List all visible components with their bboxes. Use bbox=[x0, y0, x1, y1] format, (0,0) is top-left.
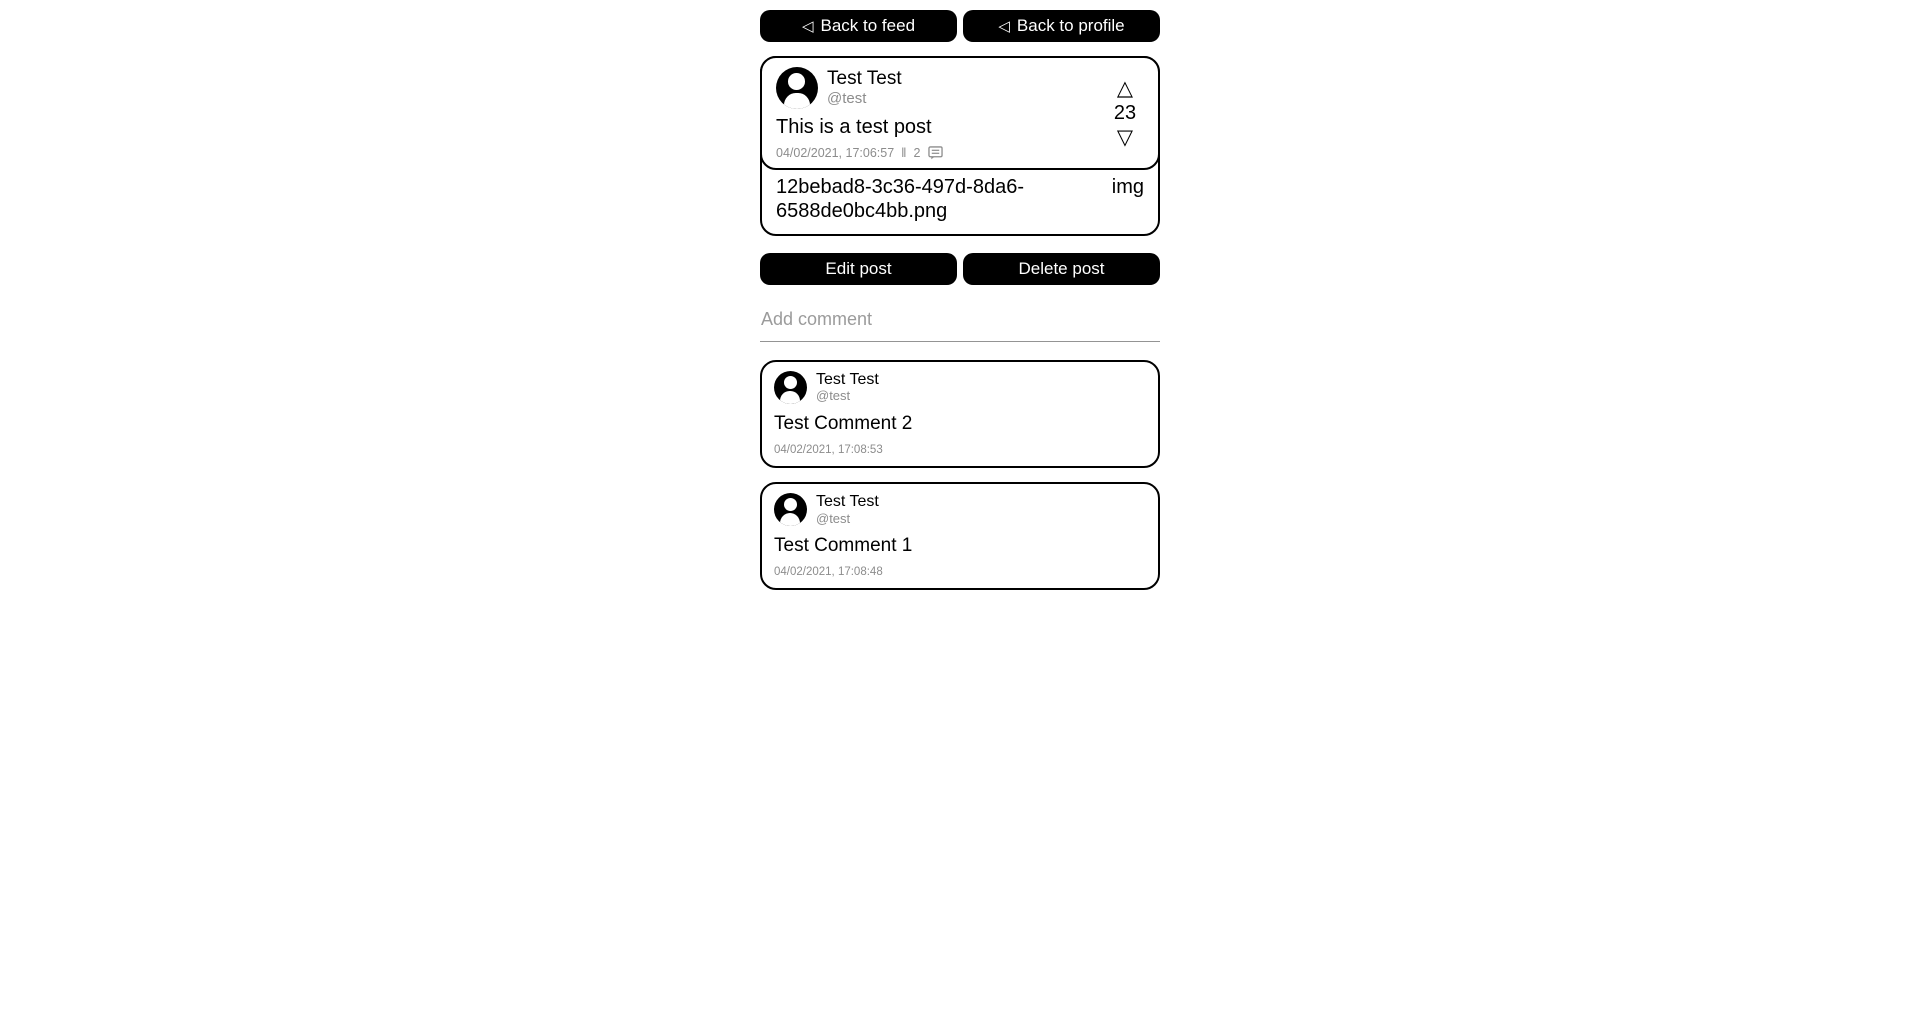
comment-author-handle: @test bbox=[816, 510, 851, 526]
post-action-buttons bbox=[760, 253, 1160, 285]
person-circle-icon bbox=[774, 493, 807, 526]
edit-post-button[interactable]: Edit post bbox=[760, 253, 957, 285]
delete-post-button[interactable]: Delete post bbox=[963, 253, 1160, 285]
comment-count: 2 bbox=[913, 145, 921, 160]
person-circle-icon bbox=[774, 371, 807, 404]
vote-column bbox=[1092, 58, 1158, 168]
post-container bbox=[760, 56, 1160, 236]
comment-text: Test Comment 2 bbox=[774, 413, 913, 435]
post-meta-row bbox=[776, 145, 1092, 160]
comment-author-handle: @test bbox=[816, 388, 851, 404]
add-comment-input[interactable] bbox=[760, 306, 1160, 342]
post-author-row bbox=[776, 67, 1092, 109]
upvote-button[interactable]: △ bbox=[1116, 77, 1134, 100]
vote-count: 23 bbox=[1113, 102, 1137, 124]
comment-author-name: Test Test bbox=[816, 493, 879, 511]
person-circle-icon bbox=[776, 67, 818, 109]
post-detail-column bbox=[760, 0, 1160, 590]
comment-author-row bbox=[774, 371, 1146, 404]
back-to-feed-button[interactable] bbox=[760, 10, 957, 42]
post-card bbox=[760, 56, 1160, 170]
back-triangle-icon: ◁ bbox=[801, 17, 814, 35]
comment-card bbox=[760, 360, 1160, 468]
attachment-row bbox=[762, 168, 1158, 234]
meta-separator-icon: ‖ bbox=[901, 145, 907, 160]
attachment-filename[interactable]: 12bebad8-3c36-497d-8da6-6588de0bc4bb.png bbox=[776, 176, 1024, 223]
comment-author-name: Test Test bbox=[816, 370, 879, 388]
comment-timestamp: 04/02/2021, 17:08:48 bbox=[774, 566, 883, 579]
post-text: This is a test post bbox=[776, 116, 932, 138]
back-to-feed-label: Back to feed bbox=[820, 16, 916, 35]
attachment-type-badge: img bbox=[1111, 176, 1144, 198]
comment-timestamp: 04/02/2021, 17:08:53 bbox=[774, 444, 883, 457]
speech-bubble-icon bbox=[928, 146, 943, 160]
back-to-profile-label: Back to profile bbox=[1016, 16, 1125, 35]
post-timestamp: 04/02/2021, 17:06:57 bbox=[776, 145, 895, 160]
comment-card bbox=[760, 482, 1160, 590]
back-to-profile-button[interactable] bbox=[963, 10, 1160, 42]
author-name: Test Test bbox=[827, 68, 902, 90]
author-handle: @test bbox=[827, 90, 867, 108]
top-nav-buttons bbox=[760, 10, 1160, 42]
comment-text: Test Comment 1 bbox=[774, 535, 913, 557]
downvote-button[interactable]: ▽ bbox=[1116, 126, 1134, 149]
comment-author-row bbox=[774, 493, 1146, 526]
post-main bbox=[762, 58, 1092, 168]
back-triangle-icon: ◁ bbox=[998, 17, 1010, 35]
